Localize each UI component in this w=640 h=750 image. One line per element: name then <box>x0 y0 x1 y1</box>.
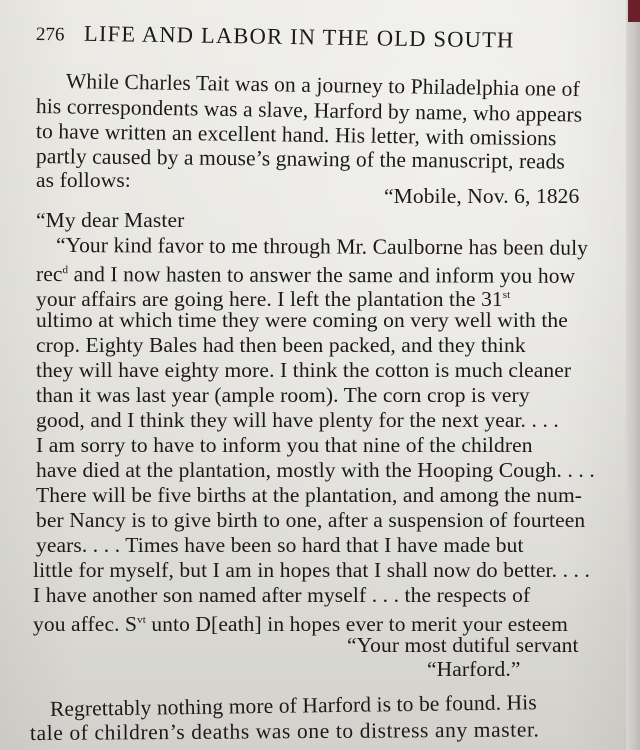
superscript: vt <box>137 614 146 626</box>
letter-salutation: “My dear Master <box>36 208 185 232</box>
text-line: “Your kind favor to me through Mr. Caulborne has been duly <box>55 233 589 260</box>
text-line: ultimo at which time they were coming on very well with the <box>36 308 568 332</box>
text-line: have died at the plantation, mostly with the Hooping Cough. . . . <box>36 458 595 482</box>
running-title: LIFE AND LABOR IN THE OLD SOUTH <box>83 20 515 53</box>
abbrev-recd: rec <box>35 262 63 287</box>
text-line: I am sorry to have to inform you that nine of the children <box>36 433 533 457</box>
text-line: There will be five births at the plantation, and among the num- <box>36 483 583 507</box>
text-line: his correspondents was a slave, Harford by name, who appears <box>35 94 583 127</box>
text-line: as follows: <box>36 168 131 192</box>
text-line: While Charles Tait was on a journey to Philadelphia one of <box>65 69 580 102</box>
text-line: Regrettably nothing more of Harford is to be found. His <box>49 690 537 721</box>
text-line: ber Nancy is to give birth to one, after a suspension of fourteen <box>36 508 586 532</box>
text-span: you affec. S <box>33 612 138 636</box>
text-line: years. . . . Times have been so hard that I have made but <box>36 533 524 557</box>
letter-signature: “Harford.” <box>427 657 521 681</box>
text-span: and I now hasten to answer the same and inform you how <box>68 262 576 288</box>
letter-dateline: “Mobile, Nov. 6, 1826 <box>384 184 580 208</box>
page-edge <box>626 0 640 750</box>
text-span: your affairs are going here. I left the plantation the 31 <box>36 287 503 311</box>
text-line: tale of children’s deaths was one to distress any master. <box>29 717 540 745</box>
superscript: d <box>62 264 69 277</box>
book-cover-corner <box>628 0 640 22</box>
text-span: unto D[eath] in hopes ever to merit your esteem <box>145 612 568 636</box>
text-line: I have another son named after myself . . . the respects of <box>33 583 531 607</box>
text-line: crop. Eighty Bales had then been packed, and they think <box>36 333 526 357</box>
letter-closing: “Your most dutiful servant <box>347 633 579 657</box>
page-number: 276 <box>35 24 65 46</box>
text-line: partly caused by a mouse’s gnawing of the manuscript, reads <box>35 144 566 174</box>
text-line: to have written an excellent hand. His letter, with omissions <box>35 119 557 151</box>
text-line: they will have eighty more. I think the cotton is much cleaner <box>36 358 572 382</box>
text-line: good, and I think they will have plenty for the next year. . . . <box>36 408 559 432</box>
text-line: than it was last year (ample room). The corn crop is very <box>36 383 530 407</box>
superscript: st <box>502 289 511 301</box>
text-line: little for myself, but I am in hopes that I shall now do better. . . . <box>33 558 590 582</box>
page-header <box>36 20 515 54</box>
